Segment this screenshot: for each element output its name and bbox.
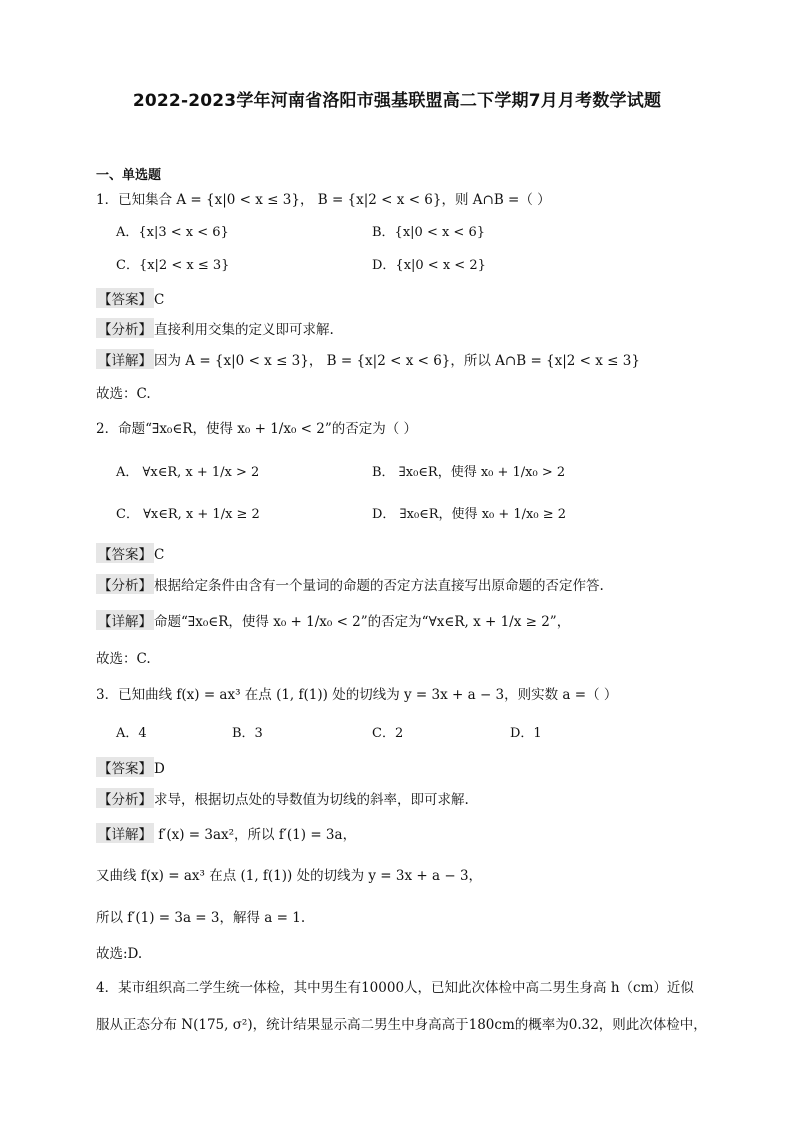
analysis-text: 直接利用交集的定义即可求解.: [154, 322, 334, 338]
answer-value: C: [154, 292, 165, 308]
question-2-answer-row: [96, 543, 164, 563]
detail-tag: 【详解】: [96, 610, 154, 630]
question-2-analysis-row: [96, 574, 604, 594]
question-1-analysis-row: [96, 318, 334, 338]
question-2-stem: 2．命题“∃x₀∈R，使得 x₀ + 1/x₀ < 2”的否定为（ ）: [96, 421, 418, 437]
question-3-stem: 3．已知曲线 f(x) = ax³ 在点 (1, f(1)) 处的切线为 y = 3x + a − 3，则实数 a =（ ）: [96, 687, 618, 703]
question-3-option-c: C．2: [372, 726, 404, 741]
question-3-answer-row: [96, 757, 165, 777]
question-1-detail-row: [96, 349, 640, 369]
analysis-tag: 【分析】: [96, 574, 154, 594]
answer-tag: 【答案】: [96, 543, 154, 563]
detail-tag: 【详解】: [96, 823, 154, 843]
question-2-option-c: C． ∀x∈R, x + 1/x ≥ 2: [116, 507, 260, 522]
question-3-analysis-row: [96, 788, 469, 808]
section-heading: 一、单选题: [96, 168, 162, 183]
analysis-tag: 【分析】: [96, 318, 154, 338]
question-1-stem: 1．已知集合 A = {x|0 < x ≤ 3}， B = {x|2 < x < 6}，则 A∩B =（ ）: [96, 192, 551, 208]
question-3-conclusion: 故选:D.: [96, 946, 143, 962]
document-title: 2022-2023学年河南省洛阳市强基联盟高二下学期7月月考数学试题: [132, 91, 662, 111]
answer-tag: 【答案】: [96, 757, 154, 777]
question-3-detail-row: [96, 823, 356, 843]
question-1-option-b: B．{x|0 < x < 6}: [372, 225, 485, 240]
answer-value: C: [154, 547, 165, 563]
question-3-detail-line-3: 所以 f′(1) = 3a = 3，解得 a = 1.: [96, 910, 306, 926]
question-4-line-2: 服从正态分布 N(175, σ²)，统计结果显示高二男生中身高高于180cm的概率为0.32，则此次体检中，: [96, 1017, 707, 1033]
question-1-option-d: D．{x|0 < x < 2}: [372, 258, 486, 273]
analysis-text: 求导，根据切点处的导数值为切线的斜率，即可求解.: [154, 792, 469, 808]
question-2-option-a: A． ∀x∈R, x + 1/x > 2: [116, 465, 260, 480]
question-2-detail-row: [96, 610, 570, 630]
question-4-line-1: 4．某市组织高二学生统一体检，其中男生有10000人，已知此次体检中高二男生身高 h（cm）近似: [96, 980, 694, 996]
question-2-option-d: D． ∃x₀∈R，使得 x₀ + 1/x₀ ≥ 2: [372, 507, 567, 522]
answer-tag: 【答案】: [96, 288, 154, 308]
detail-text: 命题“∃x₀∈R，使得 x₀ + 1/x₀ < 2”的否定为“∀x∈R, x + 1/x ≥ 2”，: [154, 614, 571, 630]
detail-text: f′(x) = 3ax²，所以 f′(1) = 3a，: [154, 827, 357, 843]
question-2-option-b: B． ∃x₀∈R，使得 x₀ + 1/x₀ > 2: [372, 465, 566, 480]
detail-tag: 【详解】: [96, 349, 154, 369]
question-3-option-a: A．4: [116, 726, 147, 741]
analysis-text: 根据给定条件由含有一个量词的命题的否定方法直接写出原命题的否定作答.: [154, 578, 604, 594]
question-1-option-c: C．{x|2 < x ≤ 3}: [116, 258, 230, 273]
analysis-tag: 【分析】: [96, 788, 154, 808]
detail-text: 因为 A = {x|0 < x ≤ 3}， B = {x|2 < x < 6}，所以 A∩B = {x|2 < x ≤ 3}: [154, 353, 640, 369]
question-1-option-a: A．{x|3 < x < 6}: [116, 225, 229, 240]
question-3-option-b: B．3: [232, 726, 263, 741]
question-3-option-d: D．1: [510, 726, 542, 741]
question-1-answer-row: [96, 288, 164, 308]
question-1-conclusion: 故选：C.: [96, 386, 151, 402]
question-3-detail-line-2: 又曲线 f(x) = ax³ 在点 (1, f(1)) 处的切线为 y = 3x + a − 3，: [96, 868, 483, 884]
question-2-conclusion: 故选：C.: [96, 651, 151, 667]
answer-value: D: [154, 761, 165, 777]
